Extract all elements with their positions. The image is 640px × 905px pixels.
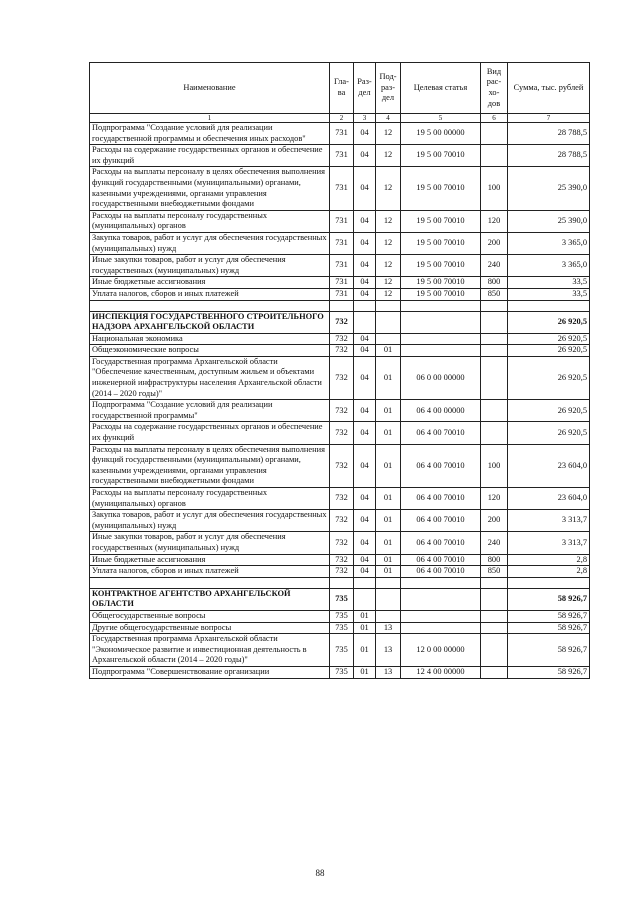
budget-document: [89, 62, 589, 679]
target-code: [401, 300, 481, 311]
section-code: 04: [354, 255, 376, 277]
sum-value: 23 604,0: [508, 488, 590, 510]
section-code: 04: [354, 345, 376, 357]
row-name: Расходы на выплаты персоналу в целях обеспечения выполнения функций государственными (муниципальными) органами, казенными учреждениями, органами управления государственными внебюджетными фондами: [90, 167, 330, 210]
sum-value: 26 920,5: [508, 422, 590, 444]
subsection-code: 12: [376, 255, 401, 277]
subsection-code: 12: [376, 288, 401, 300]
table-row: [90, 444, 590, 487]
chapter-code: 732: [330, 554, 354, 566]
subsection-code: 12: [376, 123, 401, 145]
table-body: [90, 123, 590, 679]
column-number: 5: [401, 114, 481, 123]
section-code: 04: [354, 532, 376, 554]
sum-value: 3 365,0: [508, 255, 590, 277]
budget-table: [89, 62, 590, 679]
row-name: Иные бюджетные ассигнования: [90, 554, 330, 566]
expense-type-code: [481, 610, 508, 622]
row-name: Государственная программа Архангельской области "Экономическое развитие и инвестиционная деятельность в Архангельской области (2014 – 2020 годы)": [90, 634, 330, 667]
header-sum: Сумма, тыс. рублей: [508, 63, 590, 114]
expense-type-code: [481, 422, 508, 444]
row-name: Подпрограмма "Создание условий для реализации государственной программы": [90, 400, 330, 422]
chapter-code: 732: [330, 510, 354, 532]
subsection-code: [376, 577, 401, 588]
expense-type-code: 200: [481, 510, 508, 532]
subsection-code: 01: [376, 400, 401, 422]
sum-value: 33,5: [508, 277, 590, 289]
table-row: [90, 311, 590, 333]
table-row: [90, 554, 590, 566]
chapter-code: 732: [330, 566, 354, 578]
section-code: 04: [354, 210, 376, 232]
target-code: 19 5 00 70010: [401, 232, 481, 254]
column-number: 1: [90, 114, 330, 123]
expense-type-code: [481, 300, 508, 311]
table-row: [90, 634, 590, 667]
section-code: 01: [354, 610, 376, 622]
subsection-code: 01: [376, 554, 401, 566]
column-number: 7: [508, 114, 590, 123]
expense-type-code: [481, 577, 508, 588]
row-name: Расходы на выплаты персоналу государственных (муниципальных) органов: [90, 488, 330, 510]
target-code: 19 5 00 70010: [401, 288, 481, 300]
sum-value: 28 788,5: [508, 123, 590, 145]
column-number: 3: [354, 114, 376, 123]
row-name: Уплата налогов, сборов и иных платежей: [90, 288, 330, 300]
table-row: [90, 588, 590, 610]
sum-value: 58 926,7: [508, 622, 590, 634]
section-code: 04: [354, 422, 376, 444]
row-name: Иные закупки товаров, работ и услуг для обеспечения государственных (муниципальных) нужд: [90, 255, 330, 277]
row-name: Иные закупки товаров, работ и услуг для обеспечения государственных (муниципальных) нужд: [90, 532, 330, 554]
sum-value: 23 604,0: [508, 444, 590, 487]
target-code: [401, 588, 481, 610]
table-row: [90, 333, 590, 345]
table-row: [90, 610, 590, 622]
row-name: Расходы на содержание государственных органов и обеспечение их функций: [90, 422, 330, 444]
sum-value: 58 926,7: [508, 634, 590, 667]
target-code: 06 4 00 70010: [401, 566, 481, 578]
subsection-code: [376, 588, 401, 610]
header-subsection: Под-раз-дел: [376, 63, 401, 114]
table-row: [90, 288, 590, 300]
chapter-code: 732: [330, 422, 354, 444]
column-number: 6: [481, 114, 508, 123]
section-code: 04: [354, 232, 376, 254]
target-code: 06 4 00 70010: [401, 422, 481, 444]
target-code: 06 4 00 70010: [401, 488, 481, 510]
target-code: 19 5 00 70010: [401, 255, 481, 277]
sum-value: 26 920,5: [508, 333, 590, 345]
row-name: Подпрограмма "Совершенствование организации: [90, 666, 330, 678]
chapter-code: 731: [330, 145, 354, 167]
target-code: [401, 333, 481, 345]
sum-value: 58 926,7: [508, 666, 590, 678]
target-code: 19 5 00 00000: [401, 123, 481, 145]
table-row: [90, 422, 590, 444]
chapter-code: [330, 577, 354, 588]
row-name: Расходы на выплаты персоналу государственных (муниципальных) органов: [90, 210, 330, 232]
subsection-code: [376, 311, 401, 333]
subsection-code: 12: [376, 167, 401, 210]
spacer-row: [90, 577, 590, 588]
chapter-code: 732: [330, 356, 354, 399]
chapter-code: 731: [330, 288, 354, 300]
subsection-code: 12: [376, 277, 401, 289]
header-target: Целевая статья: [401, 63, 481, 114]
expense-type-code: 100: [481, 444, 508, 487]
section-code: 01: [354, 666, 376, 678]
table-row: [90, 400, 590, 422]
section-code: [354, 588, 376, 610]
row-name: Расходы на содержание государственных органов и обеспечение их функций: [90, 145, 330, 167]
expense-type-code: [481, 345, 508, 357]
expense-type-code: [481, 634, 508, 667]
section-code: 04: [354, 510, 376, 532]
section-code: [354, 300, 376, 311]
subsection-code: 01: [376, 488, 401, 510]
chapter-code: 731: [330, 210, 354, 232]
row-name: Национальная экономика: [90, 333, 330, 345]
row-name: КОНТРАКТНОЕ АГЕНТСТВО АРХАНГЕЛЬСКОЙ ОБЛАСТИ: [90, 588, 330, 610]
expense-type-code: 800: [481, 554, 508, 566]
table-row: [90, 510, 590, 532]
sum-value: 26 920,5: [508, 345, 590, 357]
section-code: 04: [354, 288, 376, 300]
sum-value: 26 920,5: [508, 311, 590, 333]
subsection-code: [376, 610, 401, 622]
table-row: [90, 277, 590, 289]
header-section: Раз-дел: [354, 63, 376, 114]
target-code: [401, 577, 481, 588]
target-code: 06 4 00 70010: [401, 510, 481, 532]
table-row: [90, 566, 590, 578]
section-code: 04: [354, 277, 376, 289]
column-number: 4: [376, 114, 401, 123]
chapter-code: 735: [330, 610, 354, 622]
subsection-code: 01: [376, 356, 401, 399]
row-name: Иные бюджетные ассигнования: [90, 277, 330, 289]
sum-value: 2,8: [508, 566, 590, 578]
table-row: [90, 532, 590, 554]
row-name: Другие общегосударственные вопросы: [90, 622, 330, 634]
section-code: 04: [354, 167, 376, 210]
table-row: [90, 123, 590, 145]
spacer-row: [90, 300, 590, 311]
table-row: [90, 488, 590, 510]
expense-type-code: 100: [481, 167, 508, 210]
section-code: 04: [354, 145, 376, 167]
column-number: 2: [330, 114, 354, 123]
subsection-code: 01: [376, 510, 401, 532]
row-name: Закупка товаров, работ и услуг для обеспечения государственных (муниципальных) нужд: [90, 232, 330, 254]
table-row: [90, 666, 590, 678]
target-code: 12 0 00 00000: [401, 634, 481, 667]
chapter-code: 732: [330, 488, 354, 510]
sum-value: 58 926,7: [508, 588, 590, 610]
chapter-code: 731: [330, 167, 354, 210]
row-name: Общеэкономические вопросы: [90, 345, 330, 357]
expense-type-code: [481, 588, 508, 610]
sum-value: [508, 577, 590, 588]
sum-value: [508, 300, 590, 311]
sum-value: 28 788,5: [508, 145, 590, 167]
expense-type-code: [481, 145, 508, 167]
sum-value: 25 390,0: [508, 167, 590, 210]
expense-type-code: [481, 666, 508, 678]
table-row: [90, 145, 590, 167]
chapter-code: 732: [330, 311, 354, 333]
target-code: 19 5 00 70010: [401, 277, 481, 289]
chapter-code: 732: [330, 400, 354, 422]
expense-type-code: 240: [481, 532, 508, 554]
row-name: Государственная программа Архангельской области "Обеспечение качественным, доступным жильем и объектами инженерной инфраструктуры населения Архангельской области (2014 – 2020 годы)": [90, 356, 330, 399]
sum-value: 2,8: [508, 554, 590, 566]
section-code: 04: [354, 488, 376, 510]
section-code: 04: [354, 566, 376, 578]
row-name: [90, 300, 330, 311]
chapter-code: 731: [330, 123, 354, 145]
sum-value: 3 313,7: [508, 510, 590, 532]
header-chapter: Гла-ва: [330, 63, 354, 114]
chapter-code: 735: [330, 666, 354, 678]
target-code: 19 5 00 70010: [401, 145, 481, 167]
row-name: Расходы на выплаты персоналу в целях обеспечения выполнения функций государственными (муниципальными) органами, казенными учреждениями, органами управления государственными внебюджетными фондами: [90, 444, 330, 487]
row-name: Закупка товаров, работ и услуг для обеспечения государственных (муниципальных) нужд: [90, 510, 330, 532]
header-name: Наименование: [90, 63, 330, 114]
target-code: 06 4 00 00000: [401, 400, 481, 422]
row-name: [90, 577, 330, 588]
section-code: 04: [354, 444, 376, 487]
expense-type-code: [481, 333, 508, 345]
subsection-code: 01: [376, 444, 401, 487]
target-code: [401, 345, 481, 357]
chapter-code: 732: [330, 333, 354, 345]
chapter-code: 732: [330, 532, 354, 554]
chapter-code: 735: [330, 634, 354, 667]
sum-value: 26 920,5: [508, 400, 590, 422]
section-code: 04: [354, 123, 376, 145]
target-code: 12 4 00 00000: [401, 666, 481, 678]
section-code: 04: [354, 400, 376, 422]
subsection-code: 13: [376, 666, 401, 678]
target-code: 06 4 00 70010: [401, 554, 481, 566]
chapter-code: 735: [330, 622, 354, 634]
section-code: 04: [354, 554, 376, 566]
section-code: 04: [354, 333, 376, 345]
column-number-row: [90, 114, 590, 123]
sum-value: 25 390,0: [508, 210, 590, 232]
target-code: 06 4 00 70010: [401, 444, 481, 487]
sum-value: 26 920,5: [508, 356, 590, 399]
table-row: [90, 210, 590, 232]
subsection-code: 01: [376, 345, 401, 357]
chapter-code: 731: [330, 277, 354, 289]
expense-type-code: [481, 400, 508, 422]
table-row: [90, 622, 590, 634]
expense-type-code: [481, 311, 508, 333]
chapter-code: 732: [330, 444, 354, 487]
expense-type-code: 120: [481, 488, 508, 510]
subsection-code: 12: [376, 145, 401, 167]
subsection-code: 13: [376, 634, 401, 667]
table-row: [90, 255, 590, 277]
target-code: [401, 622, 481, 634]
header-row: [90, 63, 590, 114]
subsection-code: 01: [376, 422, 401, 444]
chapter-code: [330, 300, 354, 311]
header-expense-type: Вид рас-хо-дов: [481, 63, 508, 114]
row-name: ИНСПЕКЦИЯ ГОСУДАРСТВЕННОГО СТРОИТЕЛЬНОГО НАДЗОРА АРХАНГЕЛЬСКОЙ ОБЛАСТИ: [90, 311, 330, 333]
subsection-code: [376, 300, 401, 311]
target-code: 06 0 00 00000: [401, 356, 481, 399]
expense-type-code: [481, 622, 508, 634]
table-row: [90, 232, 590, 254]
sum-value: 3 313,7: [508, 532, 590, 554]
page-number: 88: [315, 868, 325, 878]
expense-type-code: 120: [481, 210, 508, 232]
table-row: [90, 345, 590, 357]
row-name: Общегосударственные вопросы: [90, 610, 330, 622]
subsection-code: 13: [376, 622, 401, 634]
target-code: 19 5 00 70010: [401, 167, 481, 210]
expense-type-code: 200: [481, 232, 508, 254]
sum-value: 58 926,7: [508, 610, 590, 622]
table-row: [90, 356, 590, 399]
target-code: [401, 311, 481, 333]
expense-type-code: 850: [481, 566, 508, 578]
table-row: [90, 167, 590, 210]
target-code: 06 4 00 70010: [401, 532, 481, 554]
subsection-code: [376, 333, 401, 345]
subsection-code: 12: [376, 210, 401, 232]
section-code: 01: [354, 622, 376, 634]
chapter-code: 731: [330, 232, 354, 254]
row-name: Подпрограмма "Создание условий для реализации государственной программы и обеспечения иных расходов": [90, 123, 330, 145]
expense-type-code: [481, 356, 508, 399]
section-code: 01: [354, 634, 376, 667]
section-code: [354, 577, 376, 588]
sum-value: 3 365,0: [508, 232, 590, 254]
subsection-code: 01: [376, 566, 401, 578]
target-code: [401, 610, 481, 622]
section-code: [354, 311, 376, 333]
row-name: Уплата налогов, сборов и иных платежей: [90, 566, 330, 578]
sum-value: 33,5: [508, 288, 590, 300]
expense-type-code: 800: [481, 277, 508, 289]
chapter-code: 731: [330, 255, 354, 277]
expense-type-code: [481, 123, 508, 145]
subsection-code: 12: [376, 232, 401, 254]
target-code: 19 5 00 70010: [401, 210, 481, 232]
chapter-code: 735: [330, 588, 354, 610]
section-code: 04: [354, 356, 376, 399]
expense-type-code: 850: [481, 288, 508, 300]
expense-type-code: 240: [481, 255, 508, 277]
subsection-code: 01: [376, 532, 401, 554]
chapter-code: 732: [330, 345, 354, 357]
